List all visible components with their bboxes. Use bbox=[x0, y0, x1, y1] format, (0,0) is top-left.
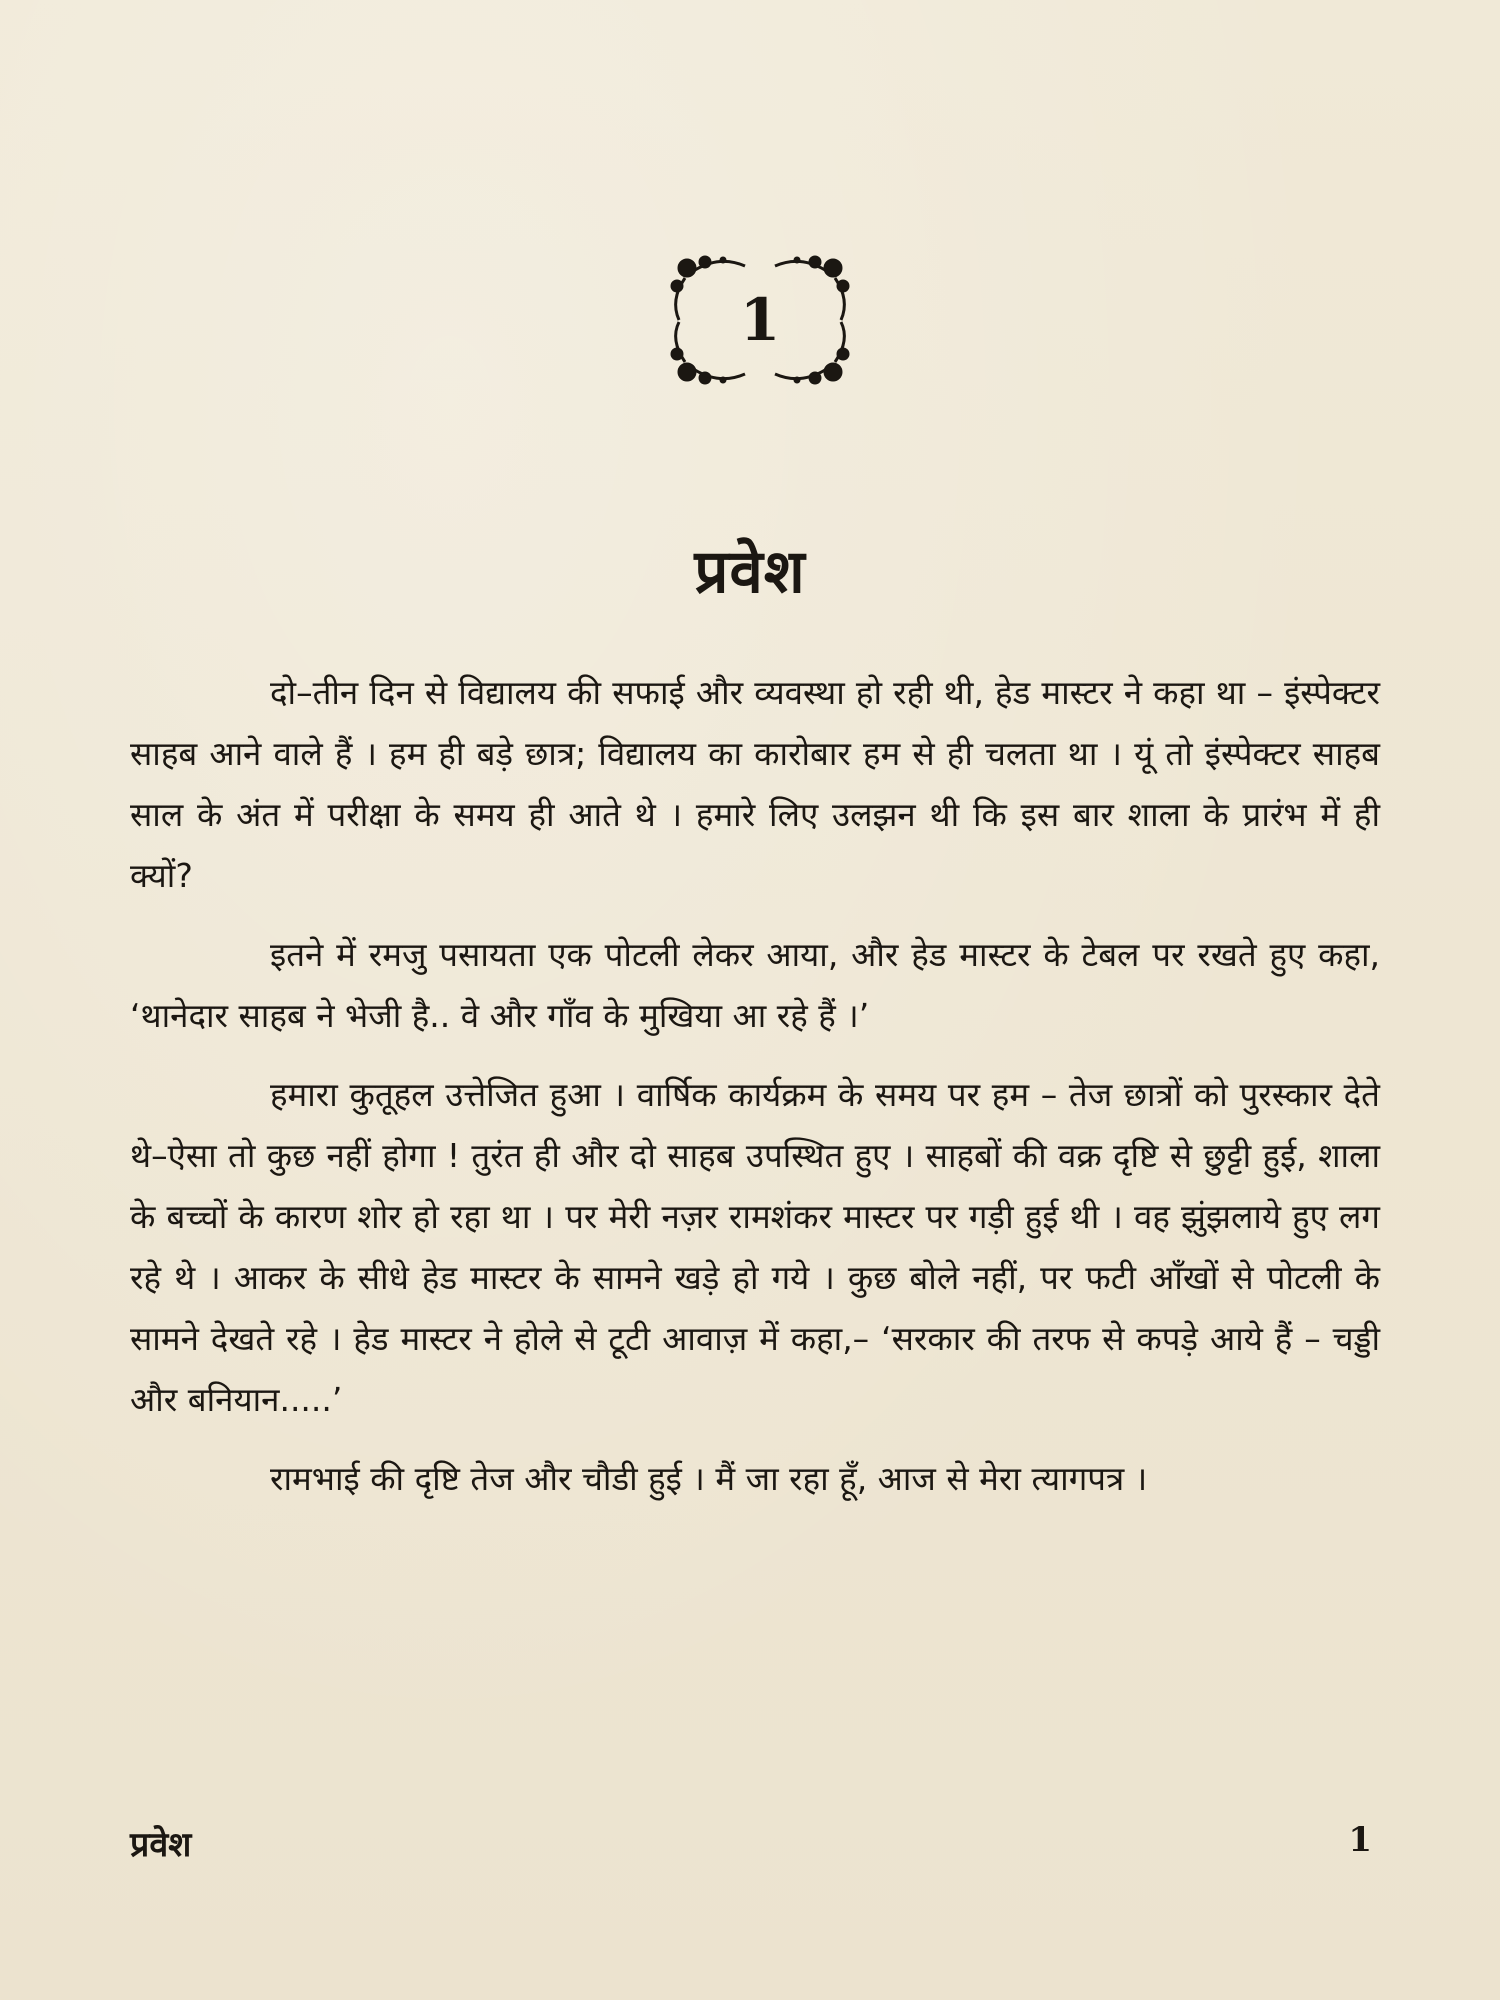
chapter-title: प्रवेश bbox=[694, 537, 806, 607]
running-title: प्रवेश bbox=[130, 1825, 192, 1865]
page-number: 1 bbox=[1348, 1820, 1372, 1860]
chapter-body bbox=[130, 662, 1380, 1527]
paragraph: रामभाई की दृष्टि तेज और चौडी हुई । मैं जा रहा हूँ, आज से मेरा त्यागपत्र । bbox=[270, 1459, 1148, 1498]
chapter-emblem bbox=[665, 250, 855, 390]
chapter-number: 1 bbox=[739, 286, 781, 354]
paragraph: इतने में रमजु पसायता एक पोटली लेकर आया, और हेड मास्टर के टेबल पर रखते हुए कहा, ‘थानेदार साहब ने भेजी है.. वे और गाँव के मुखिया आ रहे हैं ।’ bbox=[130, 935, 1380, 1035]
paragraph: हमारा कुतूहल उत्तेजित हुआ । वार्षिक कार्यक्रम के समय पर हम – तेज छात्रों को पुरस्कार देते थे–ऐसा तो कुछ नहीं होगा ! तुरंत ही और दो साहब उपस्थित हुए । साहबों की वक्र दृष्टि से छुट्टी हुई, शाला के बच्चों के कारण शोर हो रहा था । पर मेरी नज़र रामशंकर मास्टर पर गड़ी हुई थी । वह झुंझलाये हुए लग रहे थे । आकर के सीधे हेड मास्टर के सामने खड़े हो गये । कुछ बोले नहीं, पर फटी आँखों से पोटली के सामने देखते रहे । हेड मास्टर ने होले से टूटी आवाज़ में कहा,– ‘सरकार की तरफ से कपड़े आये हैं – चड्डी और बनियान.....’ bbox=[130, 1075, 1380, 1419]
paragraph: दो–तीन दिन से विद्यालय की सफाई और व्यवस्था हो रही थी, हेड मास्टर ने कहा था – इंस्पेक्टर साहब आने वाले हैं । हम ही बड़े छात्र; विद्यालय का कारोबार हम से ही चलता था । यूं तो इंस्पेक्टर साहब साल के अंत में परीक्षा के समय ही आते थे । हमारे लिए उलझन थी कि इस बार शाला के प्रारंभ में ही क्यों? bbox=[130, 673, 1380, 895]
